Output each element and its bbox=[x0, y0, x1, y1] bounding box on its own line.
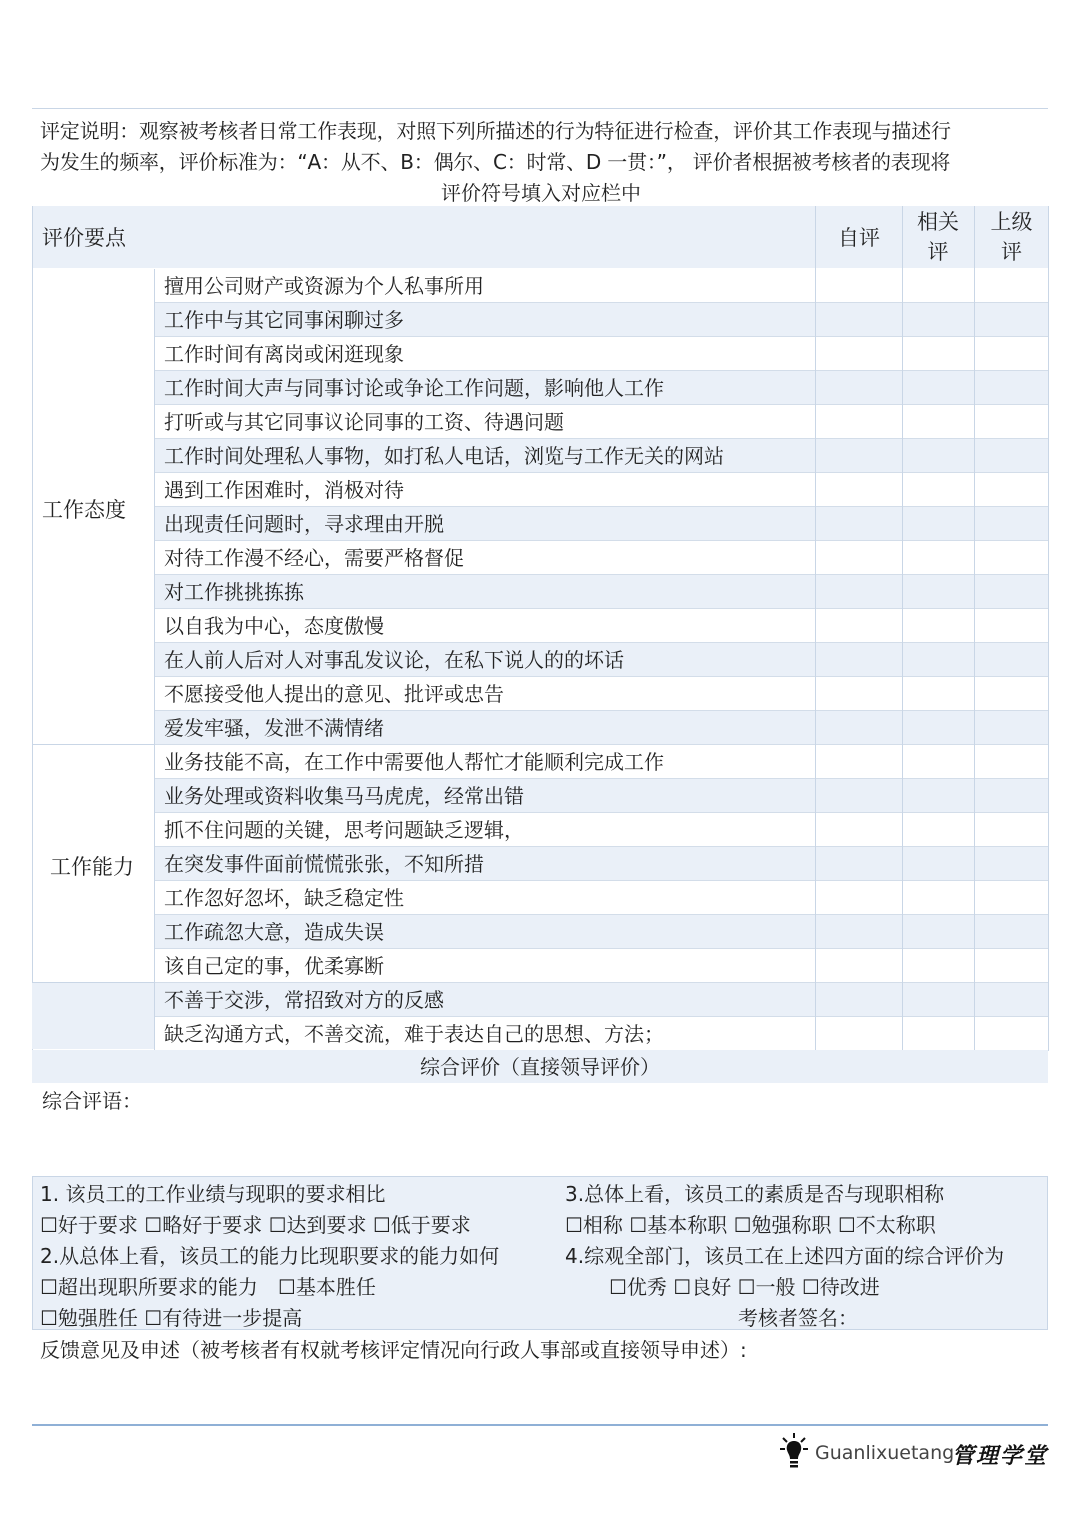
brand-name-en: Guanlixuetang bbox=[815, 1442, 955, 1464]
rating-cell-superior[interactable] bbox=[974, 745, 1048, 779]
evaluation-instructions bbox=[40, 116, 1042, 209]
rating-cell-superior[interactable] bbox=[974, 881, 1048, 915]
header-self-eval: 自评 bbox=[838, 226, 880, 250]
comments-label: 综合评语： bbox=[42, 1089, 142, 1113]
rating-cell-self[interactable] bbox=[815, 677, 902, 711]
header-superior-line-1: 上级 bbox=[990, 210, 1033, 234]
column-divider bbox=[902, 206, 903, 1051]
row-description: 打听或与其它同事议论同事的工资、待遇问题 bbox=[164, 410, 564, 434]
rating-cell-superior[interactable] bbox=[974, 269, 1048, 303]
category-divider-2 bbox=[32, 982, 154, 983]
rating-cell-superior[interactable] bbox=[974, 609, 1048, 643]
row-description: 工作忽好忽坏，缺乏稳定性 bbox=[164, 886, 404, 910]
overall-evaluation-title: 综合评价（直接领导评价） bbox=[420, 1055, 660, 1079]
rating-cell-self[interactable] bbox=[815, 881, 902, 915]
rating-cell-self[interactable] bbox=[815, 1017, 902, 1051]
rating-cell-self[interactable] bbox=[815, 541, 902, 575]
row-description: 对待工作漫不经心，需要严格督促 bbox=[164, 546, 464, 570]
rating-cell-superior[interactable] bbox=[974, 711, 1048, 745]
header-superior-eval bbox=[975, 207, 1048, 267]
instructions-line-3: 评价符号填入对应栏中 bbox=[441, 181, 641, 205]
category-divider-1 bbox=[32, 744, 154, 745]
row-description: 爱发牢骚，发泄不满情绪 bbox=[164, 716, 384, 740]
rating-cell-superior[interactable] bbox=[974, 813, 1048, 847]
rating-cell-self[interactable] bbox=[815, 575, 902, 609]
rating-cell-related[interactable] bbox=[902, 813, 974, 847]
rating-cell-self[interactable] bbox=[815, 711, 902, 745]
row-description: 工作时间大声与同事讨论或争论工作问题，影响他人工作 bbox=[164, 376, 664, 400]
rating-cell-self[interactable] bbox=[815, 303, 902, 337]
row-description: 工作时间处理私人事物，如打私人电话，浏览与工作无关的网站 bbox=[164, 444, 724, 468]
rating-cell-self[interactable] bbox=[815, 473, 902, 507]
row-description: 工作中与其它同事闲聊过多 bbox=[164, 308, 404, 332]
row-description: 遇到工作困难时，消极对待 bbox=[164, 478, 404, 502]
column-divider bbox=[154, 269, 155, 1051]
rating-cell-related[interactable] bbox=[902, 1017, 974, 1051]
instructions-line-1: 评定说明：观察被考核者日常工作表现，对照下列所描述的行为特征进行检查，评价其工作表现与描述行 bbox=[40, 119, 951, 143]
question-3-options[interactable]: ☐相称 ☐基本称职 ☐勉强称职 ☐不太称职 bbox=[565, 1213, 936, 1237]
rating-cell-related[interactable] bbox=[902, 745, 974, 779]
rating-cell-related[interactable] bbox=[902, 575, 974, 609]
row-description: 该自己定的事，优柔寡断 bbox=[164, 954, 384, 978]
rating-cell-superior[interactable] bbox=[974, 371, 1048, 405]
row-description: 业务处理或资料收集马马虎虎，经常出错 bbox=[164, 784, 524, 808]
rating-cell-related[interactable] bbox=[902, 405, 974, 439]
row-description: 工作疏忽大意，造成失误 bbox=[164, 920, 384, 944]
bottom-rule bbox=[32, 1424, 1048, 1426]
signature-label: 考核者签名： bbox=[738, 1306, 858, 1330]
rating-cell-superior[interactable] bbox=[974, 677, 1048, 711]
lightbulb-icon bbox=[780, 1432, 808, 1470]
rating-cell-self[interactable] bbox=[815, 337, 902, 371]
row-description: 在突发事件面前慌慌张张，不知所措 bbox=[164, 852, 484, 876]
rating-cell-self[interactable] bbox=[815, 983, 902, 1017]
rating-cell-superior[interactable] bbox=[974, 643, 1048, 677]
rating-cell-related[interactable] bbox=[902, 779, 974, 813]
row-description: 不善于交涉，常招致对方的反感 bbox=[164, 988, 444, 1012]
rating-cell-superior[interactable] bbox=[974, 473, 1048, 507]
rating-cell-related[interactable] bbox=[902, 983, 974, 1017]
rating-cell-related[interactable] bbox=[902, 269, 974, 303]
rating-cell-superior[interactable] bbox=[974, 439, 1048, 473]
row-description: 缺乏沟通方式，不善交流，难于表达自己的思想、方法； bbox=[164, 1022, 664, 1046]
question-4: 4.综观全部门，该员工在上述四方面的综合评价为 bbox=[565, 1244, 1005, 1268]
rating-cell-related[interactable] bbox=[902, 507, 974, 541]
rating-cell-self[interactable] bbox=[815, 405, 902, 439]
feedback-label: 反馈意见及申述（被考核者有权就考核评定情况向行政人事部或直接领导申述）: bbox=[40, 1338, 747, 1362]
rating-cell-self[interactable] bbox=[815, 847, 902, 881]
question-2-options-b[interactable]: ☐勉强胜任 ☐有待进一步提高 bbox=[40, 1306, 303, 1330]
row-description: 工作时间有离岗或闲逛现象 bbox=[164, 342, 404, 366]
rating-cell-self[interactable] bbox=[815, 643, 902, 677]
column-divider bbox=[974, 206, 975, 1051]
top-rule bbox=[32, 108, 1048, 109]
rating-cell-superior[interactable] bbox=[974, 779, 1048, 813]
column-divider bbox=[815, 206, 816, 1051]
rating-cell-superior[interactable] bbox=[974, 983, 1048, 1017]
header-key-points: 评价要点 bbox=[42, 226, 126, 250]
row-description: 在人前人后对人对事乱发议论，在私下说人的的坏话 bbox=[164, 648, 624, 672]
rating-cell-superior[interactable] bbox=[974, 303, 1048, 337]
rating-cell-superior[interactable] bbox=[974, 949, 1048, 983]
row-description: 不愿接受他人提出的意见、批评或忠告 bbox=[164, 682, 504, 706]
rating-cell-self[interactable] bbox=[815, 269, 902, 303]
row-description: 抓不住问题的关键，思考问题缺乏逻辑， bbox=[164, 818, 524, 842]
table-edge bbox=[1048, 206, 1049, 1051]
rating-cell-self[interactable] bbox=[815, 813, 902, 847]
rating-cell-related[interactable] bbox=[902, 949, 974, 983]
rating-cell-self[interactable] bbox=[815, 915, 902, 949]
header-related-line-1: 相关 bbox=[917, 210, 959, 234]
rating-cell-related[interactable] bbox=[902, 643, 974, 677]
rating-cell-superior[interactable] bbox=[974, 541, 1048, 575]
question-1-options[interactable]: ☐好于要求 ☐略好于要求 ☐达到要求 ☐低于要求 bbox=[40, 1213, 471, 1237]
header-superior-line-2: 评 bbox=[1001, 240, 1022, 264]
brand-name-cn: 管理学堂 bbox=[952, 1443, 1049, 1469]
rating-cell-superior[interactable] bbox=[974, 405, 1048, 439]
question-4-options[interactable]: ☐优秀 ☐良好 ☐一般 ☐待改进 bbox=[609, 1275, 880, 1299]
rating-cell-superior[interactable] bbox=[974, 337, 1048, 371]
rating-cell-related[interactable] bbox=[902, 303, 974, 337]
header-related-line-2: 评 bbox=[927, 240, 949, 264]
row-description: 业务技能不高，在工作中需要他人帮忙才能顺利完成工作 bbox=[164, 750, 664, 774]
row-description: 擅用公司财产或资源为个人私事所用 bbox=[164, 274, 484, 298]
rating-cell-self[interactable] bbox=[815, 507, 902, 541]
rating-cell-related[interactable] bbox=[902, 847, 974, 881]
rating-cell-related[interactable] bbox=[902, 711, 974, 745]
question-1: 1. 该员工的工作业绩与现职的要求相比 bbox=[40, 1182, 386, 1206]
rating-cell-superior[interactable] bbox=[974, 847, 1048, 881]
rating-cell-self[interactable] bbox=[815, 949, 902, 983]
rating-cell-related[interactable] bbox=[902, 439, 974, 473]
rating-cell-related[interactable] bbox=[902, 337, 974, 371]
rating-cell-related[interactable] bbox=[902, 609, 974, 643]
rating-cell-self[interactable] bbox=[815, 609, 902, 643]
rating-cell-related[interactable] bbox=[902, 881, 974, 915]
table-edge bbox=[32, 206, 33, 1051]
category-communication-cell bbox=[32, 983, 154, 1049]
rating-cell-superior[interactable] bbox=[974, 915, 1048, 949]
rating-cell-related[interactable] bbox=[902, 915, 974, 949]
question-2-options-a[interactable]: ☐超出现职所要求的能力 ☐基本胜任 bbox=[40, 1275, 376, 1299]
row-description: 以自我为中心，态度傲慢 bbox=[164, 614, 384, 638]
question-2: 2.从总体上看，该员工的能力比现职要求的能力如何 bbox=[40, 1244, 500, 1268]
row-description: 出现责任问题时，寻求理由开脱 bbox=[164, 512, 444, 536]
rating-cell-self[interactable] bbox=[815, 439, 902, 473]
rating-cell-superior[interactable] bbox=[974, 575, 1048, 609]
rating-cell-related[interactable] bbox=[902, 677, 974, 711]
rating-cell-related[interactable] bbox=[902, 371, 974, 405]
header-related-eval bbox=[903, 207, 973, 267]
rating-cell-self[interactable] bbox=[815, 779, 902, 813]
instructions-line-2: 为发生的频率，评价标准为：“A：从不、B：偶尔、C：时常、D 一贯：”， 评价者根据被考核者的表现将 bbox=[40, 150, 951, 174]
rating-cell-self[interactable] bbox=[815, 371, 902, 405]
rating-cell-superior[interactable] bbox=[974, 1017, 1048, 1051]
question-3: 3.总体上看，该员工的素质是否与现职相称 bbox=[565, 1182, 945, 1206]
rating-cell-related[interactable] bbox=[902, 473, 974, 507]
category-work-attitude: 工作态度 bbox=[42, 498, 126, 522]
category-work-ability: 工作能力 bbox=[50, 855, 134, 879]
rating-cell-superior[interactable] bbox=[974, 507, 1048, 541]
rating-cell-related[interactable] bbox=[902, 541, 974, 575]
rating-cell-self[interactable] bbox=[815, 745, 902, 779]
row-description: 对工作挑挑拣拣 bbox=[164, 580, 304, 604]
